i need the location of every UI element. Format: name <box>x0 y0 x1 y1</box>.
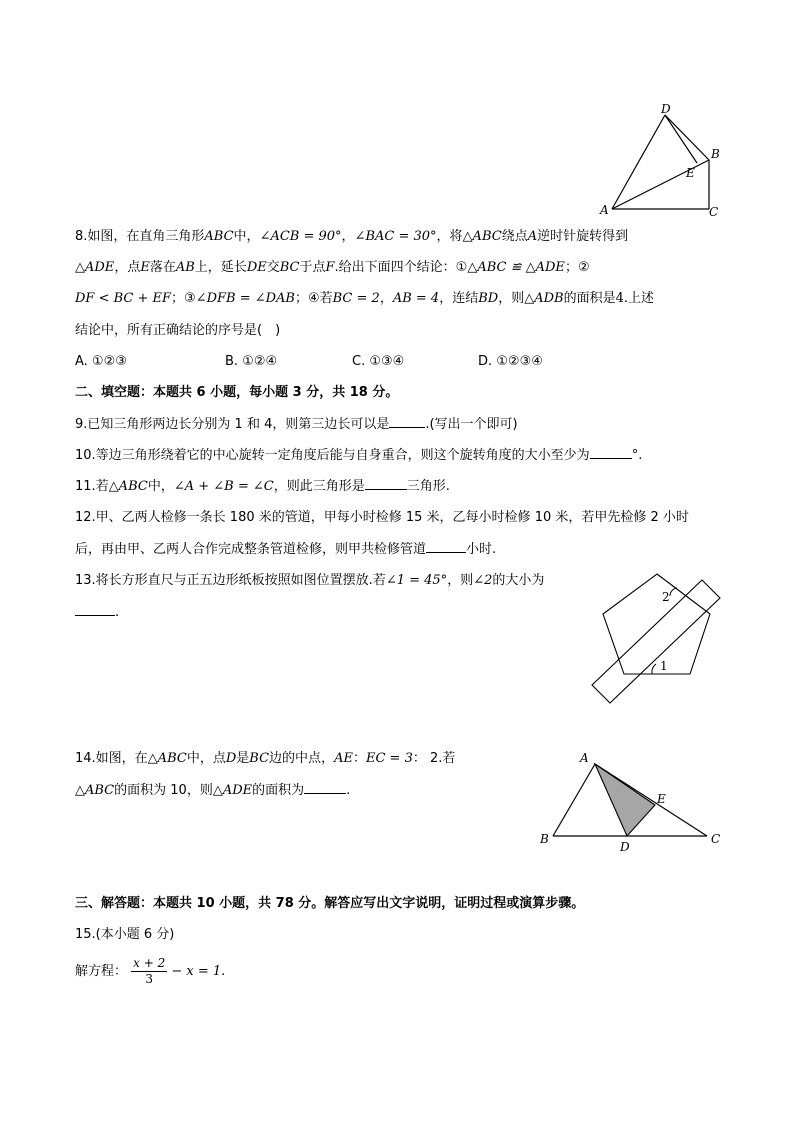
fig8-label-E: E <box>686 166 695 180</box>
q8-option-a[interactable]: A. ①②③ <box>75 354 127 369</box>
q15-heading: 15.(本小题 6 分) <box>75 927 175 942</box>
q8-line2: △ADE，点E落在AB上，延长DE交BC于点F.给出下面四个结论：①△ABC ≌ △ADE；② <box>75 260 590 275</box>
q8-line3: DF < BC + EF；③∠DFB = ∠DAB；④若BC = 2，AB = 4，连结BD，则△ADB的面积是4.上述 <box>75 291 655 306</box>
fig14-label-C: C <box>711 832 721 846</box>
q8-option-b[interactable]: B. ①②④ <box>225 354 278 369</box>
fig14-label-A: A <box>580 751 589 765</box>
q13-line1: 13.将长方形直尺与正五边形纸板按照如图位置摆放.若∠1 = 45°，则∠2的大小为 <box>75 573 545 588</box>
fig8-label-A: A <box>600 203 609 217</box>
q14-line2: △ABC的面积为 10，则△ADE的面积为 . <box>75 783 351 798</box>
q8-option-c[interactable]: C. ①③④ <box>352 354 405 369</box>
q8-line4: 结论中，所有正确结论的序号是( ) <box>75 323 281 338</box>
fig14-label-E: E <box>657 792 666 806</box>
q8-option-d[interactable]: D. ①②③④ <box>478 354 543 369</box>
q11: 11.若△ABC中，∠A + ∠B = ∠C，则此三角形是 三角形. <box>75 479 450 494</box>
q14-line1: 14.如图，在△ABC中，点D是BC边的中点，AE：EC = 3： 2.若 <box>75 751 456 766</box>
q15-equation: 解方程： $\frac{x + 2}{3}$ − x = 1. <box>75 956 226 986</box>
fig14-label-D: D <box>620 840 630 854</box>
q12-line1: 12.甲、乙两人检修一条长 180 米的管道，甲每小时检修 15 米，乙每小时检修 10 米，若甲先检修 2 小时 <box>75 510 689 525</box>
fig14-label-B: B <box>540 832 549 846</box>
fig8-label-B: B <box>711 147 720 161</box>
section2-title: 二、填空题：本题共 6 小题，每小题 3 分，共 18 分。 <box>75 385 399 400</box>
fig8-label-D: D <box>661 102 671 116</box>
q15-fraction: $\frac{x + 2}{3}$ <box>133 956 166 986</box>
q12-line2: 后，再由甲、乙两人合作完成整条管道检修，则甲共检修管道 小时. <box>75 542 497 557</box>
fig13-label-1: 1 <box>660 659 668 673</box>
q10: 10.等边三角形绕着它的中心旋转一定角度后能与自身重合，则这个旋转角度的大小至少为 °. <box>75 448 643 463</box>
fig13-label-2: 2 <box>662 590 670 604</box>
q8-line1: 8.如图，在直角三角形ABC中，∠ACB = 90°，∠BAC = 30°，将△ABC绕点A逆时针旋转得到 <box>75 229 629 244</box>
q13-line2: . <box>75 603 119 622</box>
section3-title: 三、解答题：本题共 10 小题，共 78 分。解答应写出文字说明，证明过程或演算步骤。 <box>75 896 585 911</box>
fig8-label-C: C <box>709 205 719 219</box>
q9: 9.已知三角形两边长分别为 1 和 4，则第三边长可以是 .(写出一个即可) <box>75 417 518 432</box>
